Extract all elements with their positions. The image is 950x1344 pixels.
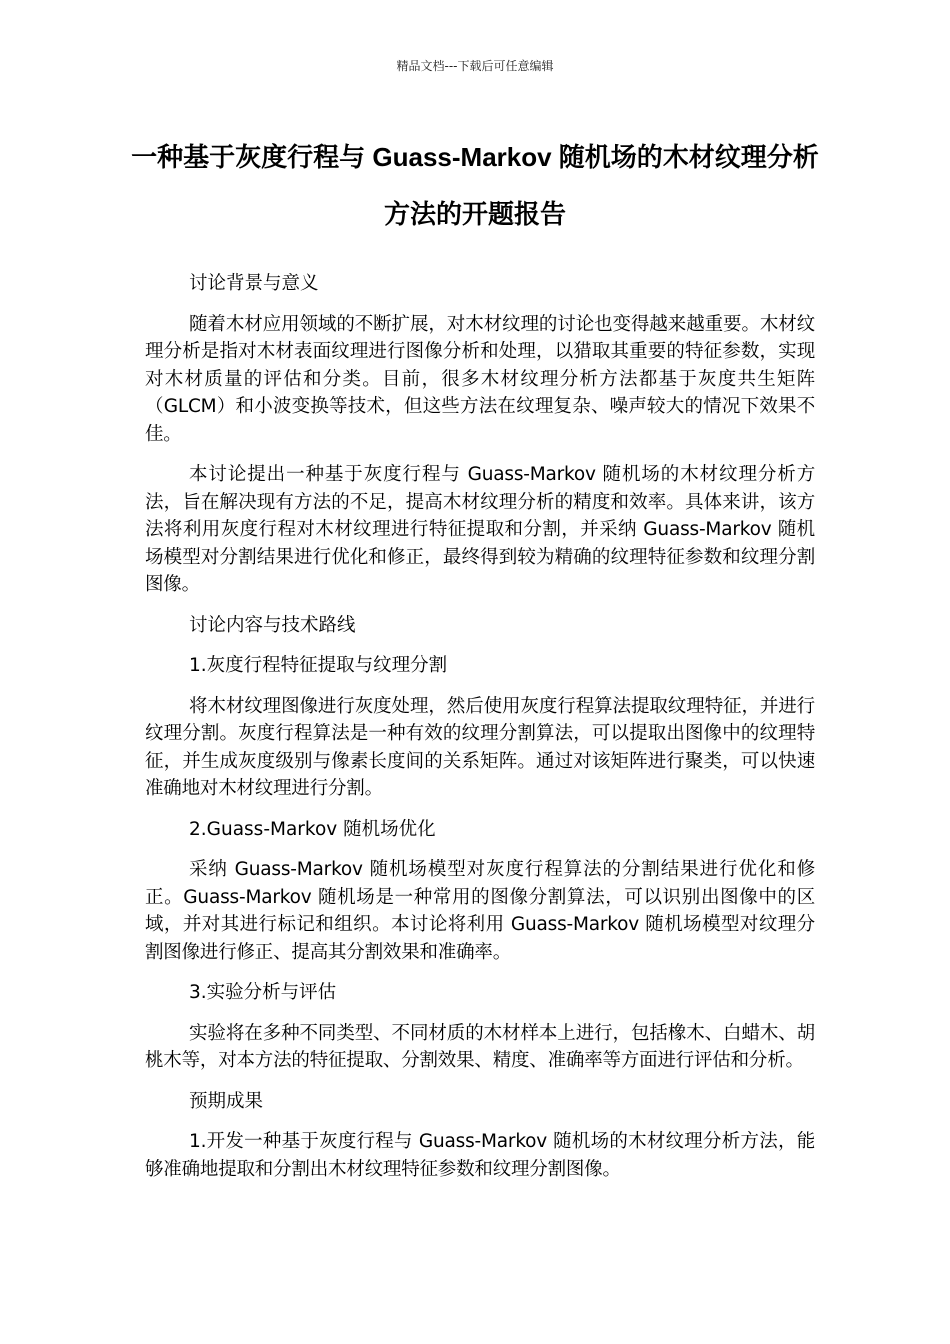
subsection-heading-2: 2.Guass-Markov 随机场优化 [189,818,436,840]
page-header: 精品文档---下载后可任意编辑 [396,59,554,73]
paragraph-outcomes-1: 1.开发一种基于灰度行程与 Guass-Markov 随机场的木材纹理分析方法，能够准确地提取和分割出木材纹理特征参数和纹理分割图像。 [145,1131,815,1180]
paragraph-content-1: 将木材纹理图像进行灰度处理，然后使用灰度行程算法提取纹理特征，并进行纹理分割。灰度行程算法是一种有效的纹理分割算法，可以提取出图像中的纹理特征，并生成灰度级别与像素长度间的关系矩阵。通过对该矩阵进行聚类，可以快速准确地对木材纹理进行分割。 [145,695,815,799]
paragraph-content-2: 采纳 Guass-Markov 随机场模型对灰度行程算法的分割结果进行优化和修正。Guass-Markov 随机场是一种常用的图像分割算法，可以识别出图像中的区域，并对其进行标记和组织。本讨论将利用 Guass-Markov 随机场模型对纹理分割图像进行修正、提高其分割效果和准确率。 [145,859,815,963]
section-heading-outcomes: 预期成果 [189,1090,264,1112]
paragraph-content-3: 实验将在多种不同类型、不同材质的木材样本上进行，包括橡木、白蜡木、胡桃木等，对本方法的特征提取、分割效果、精度、准确率等方面进行评估和分析。 [145,1022,815,1071]
paragraph-background-1: 随着木材应用领域的不断扩展，对木材纹理的讨论也变得越来越重要。木材纹理分析是指对木材表面纹理进行图像分析和处理，以猎取其重要的特征参数，实现对木材质量的评估和分类。目前，很多木材纹理分析方法都基于灰度共生矩阵（GLCM）和小波变换等技术，但这些方法在纹理复杂、噪声较大的情况下效果不佳。 [145,313,815,445]
paragraph-background-2: 本讨论提出一种基于灰度行程与 Guass-Markov 随机场的木材纹理分析方法，旨在解决现有方法的不足，提高木材纹理分析的精度和效率。具体来讲，该方法将利用灰度行程对木材纹理进行特征提取和分割，并采纳 Guass-Markov 随机场模型对分割结果进行优化和修正，最终得到较为精确的纹理特征参数和纹理分割图像。 [145,464,815,595]
section-heading-content: 讨论内容与技术路线 [189,614,356,636]
document-title: 一种基于灰度行程与 Guass-Markov 随机场的木材纹理分析方法的开题报告 [131,142,819,229]
section-heading-background: 讨论背景与意义 [189,273,319,294]
subsection-heading-1: 1.灰度行程特征提取与纹理分割 [189,655,448,676]
document-body [145,270,815,1196]
subsection-heading-3: 3.实验分析与评估 [189,982,337,1003]
